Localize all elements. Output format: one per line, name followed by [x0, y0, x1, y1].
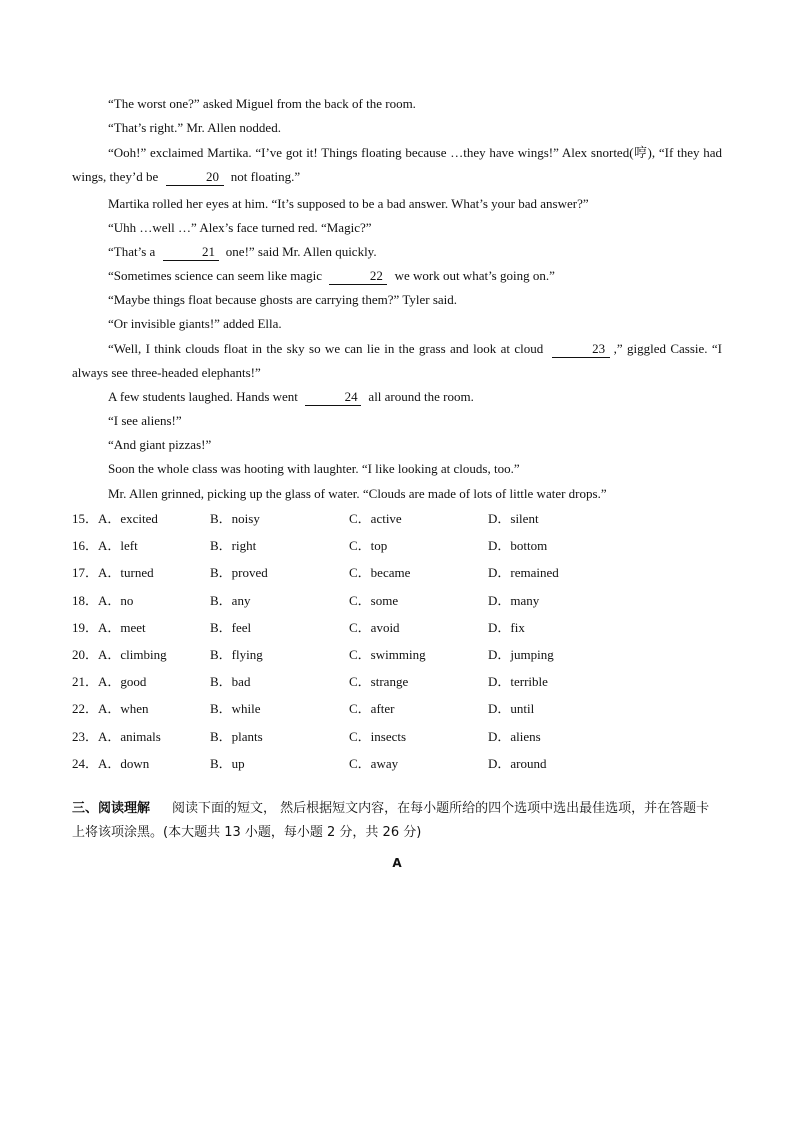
passage-line: “Well, I think clouds float in the sky so we can lie in the grass and look at cloud 23 ,” giggled Cassie. “I always see three-headed elephants!”	[72, 341, 722, 380]
section-heading	[72, 797, 722, 845]
answer-blank: 22	[329, 268, 387, 285]
option-a: A．turned	[98, 565, 154, 581]
option-c: C．some	[349, 592, 399, 608]
question-row	[72, 589, 732, 616]
option-b: B．up	[210, 755, 245, 771]
answer-blank: 24	[305, 389, 361, 406]
passage-line: “Sometimes science can seem like magic 22 we work out what’s going on.”	[108, 268, 555, 283]
question-number: 20．	[72, 646, 99, 662]
option-b: B．while	[210, 701, 261, 717]
passage-label: A	[392, 856, 402, 870]
question-row	[72, 561, 732, 588]
passage-line: “Maybe things float because ghosts are carrying them?” Tyler said.	[108, 292, 458, 307]
question-number: 21．	[72, 674, 99, 690]
passage-line: “That’s a 21 one!” said Mr. Allen quickly.	[108, 244, 377, 259]
option-c: C．after	[349, 701, 395, 717]
option-a: A．when	[98, 701, 149, 717]
option-c: C．active	[349, 511, 402, 526]
option-d: D．until	[488, 701, 535, 717]
question-row	[72, 670, 732, 697]
option-c: C．away	[349, 755, 399, 771]
option-b: B．right	[210, 538, 257, 554]
option-d: D．aliens	[488, 728, 541, 744]
option-d: D．bottom	[488, 538, 548, 554]
option-a: A．meet	[98, 619, 146, 635]
passage-line: “That’s right.” Mr. Allen nodded.	[108, 120, 281, 135]
section-title: 三、阅读理解	[72, 801, 151, 816]
option-a: A．climbing	[98, 646, 167, 662]
option-b: B．flying	[210, 646, 263, 662]
question-row	[72, 643, 732, 670]
option-c: C．insects	[349, 728, 407, 744]
option-c: C．swimming	[349, 646, 426, 662]
option-b: B．feel	[210, 619, 252, 635]
section-instruction: 阅读下面的短文， 然后根据短文内容，在每小题所给的四个选项中选出最佳选项，并在答题卡上将该项涂黑。(本大题共 13 小题，每小题 2 分，共 26 分)	[72, 801, 710, 840]
option-b: B．proved	[210, 565, 268, 581]
answer-blank: 21	[163, 244, 219, 261]
option-d: D．around	[488, 755, 547, 771]
option-b: B．plants	[210, 728, 263, 744]
option-c: C．became	[349, 565, 411, 581]
passage-line: “The worst one?” asked Miguel from the back of the room.	[108, 96, 416, 111]
option-c: C．avoid	[349, 619, 400, 635]
answer-blank: 23	[552, 341, 610, 358]
option-d: D．silent	[488, 511, 539, 526]
question-options	[72, 507, 732, 779]
passage-line: “Ooh!” exclaimed Martika. “I’ve got it! Things floating because …they have wings!” Alex snorted(哼), “If they had wings, they’d be 20 not floating.”	[72, 145, 722, 184]
question-row	[72, 752, 732, 779]
option-a: A．no	[98, 592, 134, 608]
passage-line: A few students laughed. Hands went 24 all around the room.	[108, 389, 474, 404]
question-number: 17．	[72, 565, 99, 581]
option-d: D．jumping	[488, 646, 554, 662]
passage-line: “Uhh …well …” Alex’s face turned red. “Magic?”	[108, 220, 372, 235]
question-row	[72, 507, 732, 534]
option-a: A．good	[98, 674, 147, 690]
passage-line: “Or invisible giants!” added Ella.	[108, 316, 282, 331]
question-row	[72, 616, 732, 643]
passage-line: Mr. Allen grinned, picking up the glass of water. “Clouds are made of lots of little water drops.”	[108, 486, 607, 501]
option-a: A．left	[98, 538, 138, 554]
option-b: B．any	[210, 592, 251, 608]
option-b: B．noisy	[210, 511, 260, 526]
option-d: D．fix	[488, 619, 525, 635]
option-a: A．animals	[98, 728, 161, 744]
option-a: A．excited	[98, 511, 158, 526]
option-d: D．remained	[488, 565, 559, 581]
option-d: D．many	[488, 592, 540, 608]
option-d: D．terrible	[488, 674, 548, 690]
question-number: 23．	[72, 728, 99, 744]
question-number: 16．	[72, 538, 99, 554]
passage-line: Soon the whole class was hooting with laughter. “I like looking at clouds, too.”	[108, 461, 520, 476]
question-number: 18．	[72, 592, 99, 608]
question-row	[72, 534, 732, 561]
option-c: C．top	[349, 538, 388, 554]
passage-line: “I see aliens!”	[108, 413, 182, 428]
question-number: 22．	[72, 701, 99, 717]
question-number: 15．	[72, 511, 99, 526]
question-row	[72, 697, 732, 724]
option-c: C．strange	[349, 674, 409, 690]
question-number: 19．	[72, 619, 99, 635]
question-row	[72, 725, 732, 752]
passage-line: “And giant pizzas!”	[108, 437, 212, 452]
passage-line: Martika rolled her eyes at him. “It’s supposed to be a bad answer. What’s your bad answer?”	[108, 196, 589, 211]
option-a: A．down	[98, 755, 150, 771]
answer-blank: 20	[166, 169, 224, 186]
option-b: B．bad	[210, 674, 251, 690]
question-number: 24．	[72, 755, 99, 771]
